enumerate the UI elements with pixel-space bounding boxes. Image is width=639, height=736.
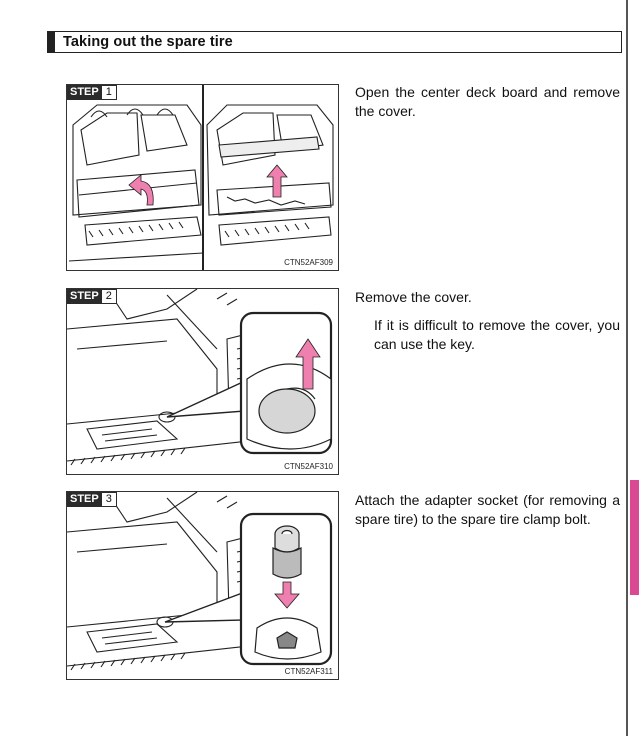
section-title: Taking out the spare tire: [63, 34, 233, 50]
cargo-area-drawing-1: [67, 85, 338, 270]
step-2-note: If it is difficult to remove the cover, you can use the key.: [374, 317, 620, 352]
step-2-label: STEP: [67, 289, 102, 304]
step-3-number: 3: [102, 492, 117, 507]
cargo-area-drawing-2: [67, 289, 338, 474]
step-2-badge: [67, 289, 117, 304]
step-1-number: 1: [102, 85, 117, 100]
step-3-label: STEP: [67, 492, 102, 507]
step-3-image-code: CTN52AF311: [284, 667, 333, 676]
chapter-side-tab[interactable]: [630, 480, 639, 595]
step-1-badge: [67, 85, 117, 100]
step-2-text: [355, 288, 620, 354]
step-2-instruction: Remove the cover.: [355, 289, 472, 305]
page-edge-rule: [626, 0, 628, 736]
step-1-label: STEP: [67, 85, 102, 100]
step-3-instruction: Attach the adapter socket (for removing a spare tire) to the spare tire clamp bolt.: [355, 492, 620, 527]
step-1-text: [355, 83, 620, 121]
step-3-illustration: [66, 491, 339, 680]
adapter-socket-icon: [273, 526, 301, 578]
up-arrow-icon: [267, 165, 287, 197]
step-1-image-code: CTN52AF309: [284, 258, 333, 267]
section-header: [47, 31, 622, 53]
step-2-number: 2: [102, 289, 117, 304]
step-2-image-code: CTN52AF310: [284, 462, 333, 471]
step-2-illustration: [66, 288, 339, 475]
step-3-text: [355, 491, 620, 529]
section-header-bar: [48, 32, 55, 52]
cargo-area-drawing-3: [67, 492, 338, 679]
step-3-badge: [67, 492, 117, 507]
step-1-illustration: [66, 84, 339, 271]
step-1-instruction: Open the center deck board and remove the cover.: [355, 84, 620, 119]
